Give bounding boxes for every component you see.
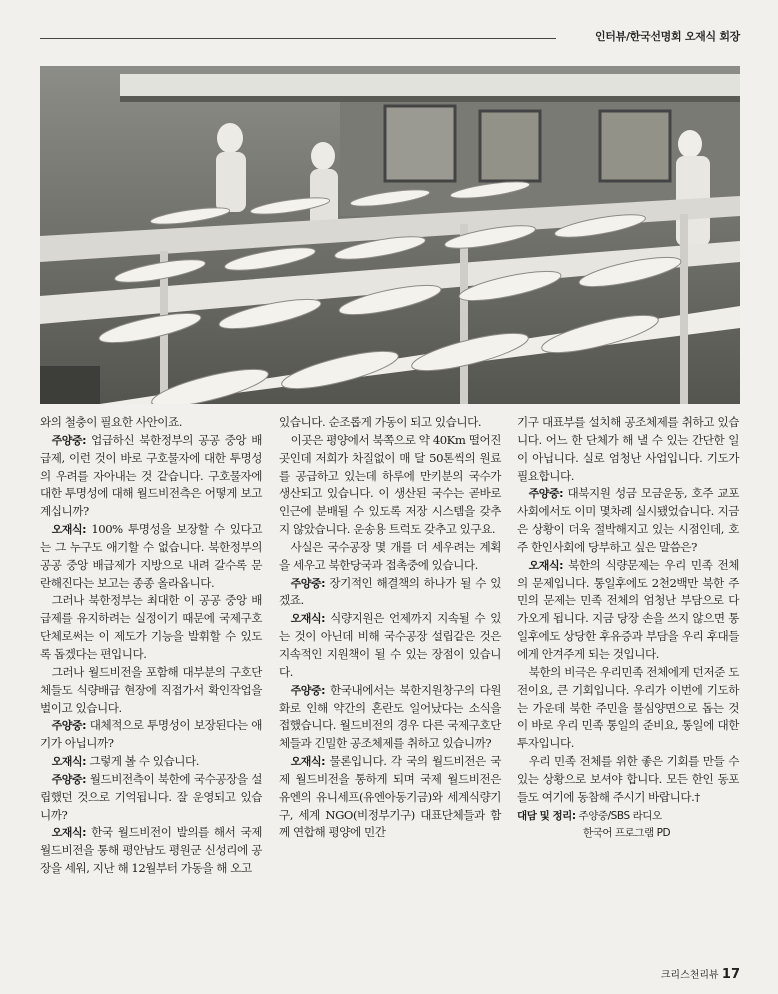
credit-name: 주양중/SBS 라디오 [575, 809, 662, 822]
text-column-1 [40, 414, 262, 878]
paragraph-text: 우리 민족 전체를 위한 좋은 기회를 만들 수 있는 상황으로 보셔야 합니다. 모든 한인 동포들도 여기에 동참해 주시기 바랍니다. [517, 754, 739, 804]
speaker-label: 주양중: [51, 719, 87, 733]
paragraph [40, 432, 262, 521]
end-mark: † [694, 789, 700, 804]
paragraph [279, 682, 501, 753]
text-column-2 [279, 414, 501, 842]
paragraph: 이곳은 평양에서 북쪽으로 약 40Km 떨어진 곳인데 저희가 차질없이 매 달 50톤씩의 원료를 공급하고 있는데 하루에 만키분의 국수가 생산되고 있습니다. 이 생산된 국수는 곧바로 인근에 분배될 수 있도록 저장 시스템을 갖추지 않았습니다. 운송용 트럭도 갖추고 있구요. [279, 432, 501, 537]
credit-role: 한국어 프로그램 PD [583, 827, 671, 840]
paragraph [40, 717, 262, 753]
paragraph: 사실은 국수공장 몇 개를 더 세우려는 계획을 세우고 북한당국과 접촉중에 있습니다. [279, 539, 501, 572]
magazine-name: 크리스천리뷰 [660, 970, 719, 981]
text-column-3 [517, 414, 739, 843]
paragraph [40, 771, 262, 825]
paragraph-text: 대북지원 성금 모금운동, 호주 교포사회에서도 이미 몇차례 실시됐었습니다. 지금은 상황이 더욱 절박해지고 있는 시점인데, 호주 한인사회에 당부하고 싶은 말씀은? [517, 486, 739, 554]
paragraph-text: 식량지원은 언제까지 지속될 수 있는 것이 아닌데 비해 국수공장 설립같은 것은 지속적인 지원책이 될 수 있는 장점이 있습니다. [279, 611, 501, 679]
paragraph [279, 610, 501, 681]
speaker-label: 오재식: [51, 755, 87, 769]
speaker-label: 오재식: [51, 523, 87, 537]
paragraph [40, 753, 262, 771]
paragraph: 북한의 비극은 우리민족 전체에게 던저준 도전이요, 큰 기회입니다. 우리가 이번에 기도하는 가운데 북한 주민을 물심양면으로 돕는 것이 바로 우리 민족 통일의 준비요, 통일에 대한 투자입니다. [517, 664, 739, 751]
speaker-label: 주양중: [51, 772, 87, 786]
paragraph: 와의 철충이 필요한 사안이죠. [40, 415, 182, 429]
speaker-label: 주양중: [51, 433, 87, 447]
paragraph-text: 100% 투명성을 보장할 수 있다고는 그 누구도 애기할 수 없습니다. 북한정부의 공공 중앙 배급제가 지방으로 내려 갈수록 문란해진다는 보고는 종종 올라옵니다. [40, 522, 262, 590]
interview-credit [517, 807, 739, 844]
paragraph-text: 대체적으로 투명성이 보장된다는 애기가 아닙니까? [40, 718, 262, 751]
photo-illustration [40, 66, 740, 404]
speaker-label: 오재식: [51, 826, 87, 840]
speaker-label: 주양중: [290, 683, 326, 697]
paragraph [40, 824, 262, 878]
paragraph [279, 575, 501, 611]
page-number: 17 [721, 967, 740, 982]
paragraph [40, 521, 262, 592]
paragraph [517, 485, 739, 556]
paragraph-text: 그렇게 볼 수 있습니다. [86, 754, 200, 769]
paragraph: 그러나 북한정부는 최대한 이 공공 중앙 배급제를 유지하려는 실정이기 때문에 국제구호단체로써는 이 제도가 기능을 발휘할 수 있도록 돕겠다는 편입니다. [40, 593, 262, 661]
speaker-label: 오재식: [528, 558, 564, 572]
page-footer [661, 966, 740, 982]
paragraph [279, 753, 501, 842]
paragraph-text: 북한의 식량문제는 우리 민족 전체의 문제입니다. 통일후에도 2천2백만 북한 주민의 문제는 민족 전체의 엄청난 부담으로 다가오게 됩니다. 지금 당장 손을 쓰지 않으면 통일후에도 상당한 후유증과 부담을 우리 후대들에게 안겨주게 되는 것입니다. [517, 557, 739, 661]
speaker-label: 오재식: [290, 612, 326, 626]
speaker-label: 오재식: [290, 755, 326, 769]
section-title: 인터뷰/한국선명회 오재식 회장 [594, 30, 740, 43]
paragraph-text: 물론입니다. 각 국의 월드비전은 국제 월드비전을 통하게 되며 국제 월드비전은 유엔의 유니세프(유엔아동기금)와 세계식량기구, 세계 NGO(비정부기구) 대표단체들과 함께 연합해 평양에 민간 [279, 754, 501, 840]
noodle-factory-photo [40, 66, 740, 404]
header-rule [40, 38, 556, 39]
paragraph: 있습니다. 순조롭게 가동이 되고 있습니다. [279, 415, 482, 429]
paragraph [517, 753, 739, 807]
paragraph: 그러나 월드비전을 포함해 대부분의 구호단체들도 식량배급 현장에 직접가서 확인작업을 벌이고 있습니다. [40, 664, 262, 715]
paragraph-text: 한국 월드비전이 발의를 해서 국제 월드비전을 통해 평안남도 평원군 신성리에 공장을 세워, 지난 해 12월부터 가동을 해 오고 [40, 825, 262, 876]
paragraph-text: 업급하신 북한정부의 공공 중앙 배급제, 이런 것이 바로 구호물자에 대한 투명성의 우려를 자아내는 것 같습니다. 구호물자에 대한 투명성에 대해 월드비전측은 어떻게 보고 계십니까? [40, 432, 262, 519]
paragraph-text: 장기적인 해결책의 하나가 될 수 있겠죠. [279, 575, 501, 608]
paragraph [517, 557, 739, 664]
credit-label: 대담 및 정리: [517, 809, 576, 822]
speaker-label: 주양중: [290, 576, 326, 590]
paragraph-text: 한국내에서는 북한지원창구의 다원화로 인해 약간의 혼란도 일어났다는 소식을 접했습니다. 월드비전의 경우 다른 국제구호단체들과 긴밀한 공조체제를 취하고 있습니까? [279, 682, 501, 751]
paragraph-text: 월드비전측이 북한에 국수공장을 설립했던 것으로 기억됩니다. 잘 운영되고 있습니까? [40, 771, 262, 822]
speaker-label: 주양중: [528, 487, 564, 501]
paragraph: 기구 대표부를 설치해 공조체제를 취하고 있습니다. 어느 한 단체가 해 낼 수 있는 간단한 일이 아닙니다. 실로 엄청난 사업입니다. 기도가 필요합니다. [517, 415, 739, 483]
